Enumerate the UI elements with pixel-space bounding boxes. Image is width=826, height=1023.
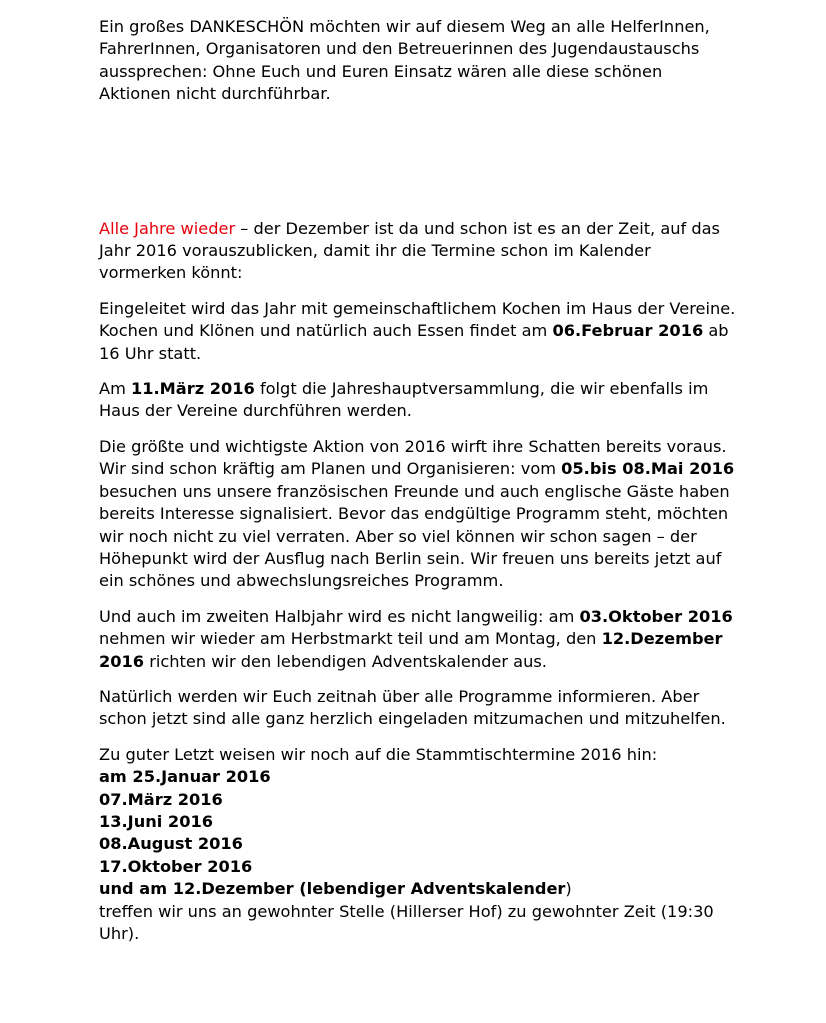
stammtisch-date: 13.Juni 2016 bbox=[99, 811, 213, 831]
assembly-text-after: folgt die Jahreshauptversammlung, die wir ebenfalls im Haus der Vereine durchführen werden. bbox=[99, 379, 709, 421]
document-page bbox=[99, 16, 739, 945]
stammtisch-date: 07.März 2016 bbox=[99, 789, 223, 809]
second-half-paragraph bbox=[99, 606, 739, 673]
assembly-text-before: Am bbox=[99, 379, 131, 399]
section-intro-text: – der Dezember ist da und schon ist es an der Zeit, auf das Jahr 2016 vorauszublicken, damit ihr die Termine schon im Kalender vormerken könnt: bbox=[99, 218, 720, 283]
stammtisch-date: am 25.Januar 2016 bbox=[99, 767, 271, 787]
stammtisch-date-list bbox=[99, 766, 739, 878]
assembly-date: 11.März 2016 bbox=[131, 379, 255, 399]
assembly-paragraph bbox=[99, 378, 739, 423]
stammtisch-date: 08.August 2016 bbox=[99, 834, 243, 854]
thanks-paragraph: Ein großes DANKESCHÖN möchten wir auf diesem Weg an alle HelferInnen, FahrerInnen, Organisatoren und den Betreuerinnen des Jugendaustauschs aussprechen: Ohne Euch und Euren Einsatz wären alle diese schönen Aktionen nicht durchführbar. bbox=[99, 17, 710, 104]
stammtisch-section bbox=[99, 744, 739, 946]
cooking-date: 06.Februar 2016 bbox=[552, 321, 704, 341]
second-half-text-before: Und auch im zweiten Halbjahr wird es nicht langweilig: am bbox=[99, 606, 580, 626]
herbstmarkt-date: 03.Oktober 2016 bbox=[579, 606, 733, 626]
stammtisch-last-close: ) bbox=[565, 879, 572, 899]
stammtisch-date: 17.Oktober 2016 bbox=[99, 856, 253, 876]
exchange-text-after: besuchen uns unsere französischen Freunde und auch englische Gäste haben bereits Interesse signalisiert. Bevor das endgültige Programm steht, möchten wir noch nicht zu viel verraten. Aber so viel können wir schon sagen – der Höhepunkt wird der Ausflug nach Berlin sein. Wir freuen uns bereits jetzt auf ein schönes und abwechslungsreiches Programm. bbox=[99, 481, 730, 591]
cooking-text-before: Eingeleitet wird das Jahr mit gemeinschaftlichem Kochen im Haus der Vereine. Kochen und Klönen und natürlich auch Essen findet am bbox=[99, 298, 736, 341]
cooking-text-after: ab 16 Uhr statt. bbox=[99, 321, 729, 363]
adventskalender-date: 12.Dezember 2016 bbox=[99, 629, 723, 671]
info-paragraph: Natürlich werden wir Euch zeitnah über alle Programme informieren. Aber schon jetzt sind alle ganz herzlich eingeladen mitzumachen und mitzuhelfen. bbox=[99, 686, 726, 729]
second-half-text-middle: nehmen wir wieder am Herbstmarkt teil und am Montag, den bbox=[99, 629, 602, 649]
stammtisch-last-date-line bbox=[99, 878, 739, 900]
stammtisch-intro: Zu guter Letzt weisen wir noch auf die Stammtischtermine 2016 hin: bbox=[99, 744, 658, 764]
stammtisch-last-date: und am 12.Dezember (lebendiger Adventskalender bbox=[99, 879, 566, 899]
exchange-date: 05.bis 08.Mai 2016 bbox=[561, 459, 735, 479]
cooking-paragraph bbox=[99, 298, 739, 365]
year-preview-paragraph bbox=[99, 218, 739, 285]
second-half-text-after: richten wir den lebendigen Adventskalender aus. bbox=[144, 651, 547, 671]
exchange-text-before: Die größte und wichtigste Aktion von 2016 wirft ihre Schatten bereits voraus. Wir sind schon kräftig am Planen und Organisieren: vom bbox=[99, 436, 727, 479]
section-heading: Alle Jahre wieder bbox=[99, 218, 236, 238]
stammtisch-outro: treffen wir uns an gewohnter Stelle (Hillerser Hof) zu gewohnter Zeit (19:30 Uhr). bbox=[99, 901, 714, 943]
exchange-paragraph bbox=[99, 436, 739, 593]
